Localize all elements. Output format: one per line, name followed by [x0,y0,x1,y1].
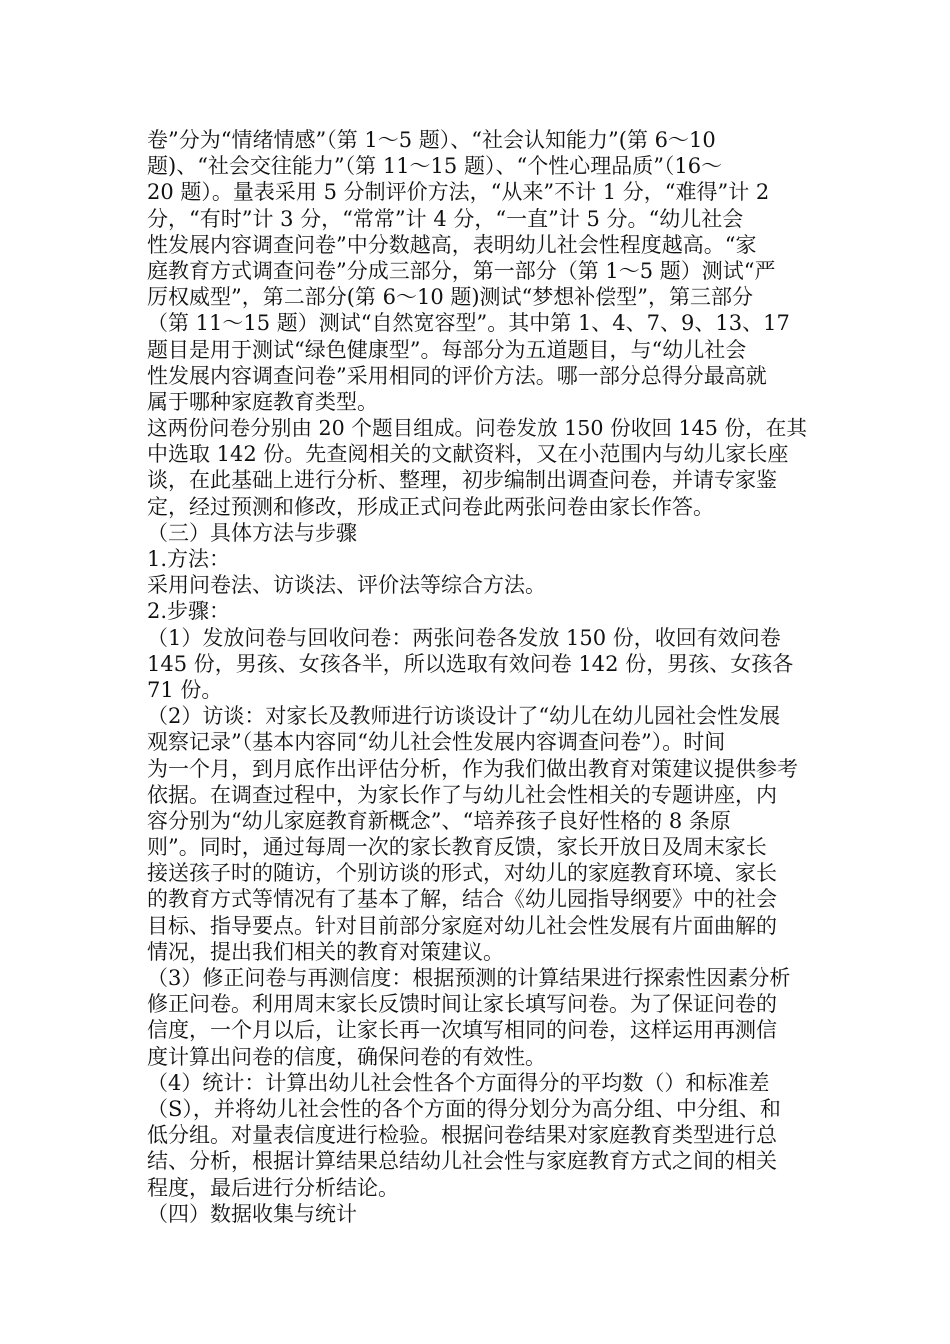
text-line: （2）访谈：对家长及教师进行访谈设计了“幼儿在幼儿园社会性发展 [147,704,781,729]
text-line: 厉权威型”，第二部分(第 6～10 题)测试“梦想补偿型”，第三部分 [147,285,754,310]
text-line: 庭教育方式调查问卷”分成三部分，第一部分（第 1～5 题）测试“严 [147,258,776,283]
text-line: 1.方法： [147,547,231,571]
text-line: 145 份，男孩、女孩各半，所以选取有效问卷 142 份，男孩、女孩各 [147,651,794,676]
text-line: （S），并将幼儿社会性的各个方面的得分划分为高分组、中分组、和 [147,1096,781,1121]
text-line: 观察记录”（基本内容同“幼儿社会性发展内容调查问卷”）。时间 [147,730,726,755]
text-line: 20 题）。量表采用 5 分制评价方法，“从来”不计 1 分，“难得”计 2 [147,180,770,205]
text-line: 中选取 142 份。先查阅相关的文献资料，又在小范围内与幼儿家长座 [147,442,789,467]
text-line: 为一个月，到月底作出评估分析，作为我们做出教育对策建议提供参考 [147,756,798,781]
text-line: 分，“有时”计 3 分，“常常”计 4 分，“一直”计 5 分。“幼儿社会 [147,206,744,231]
text-line: （第 11～15 题）测试“自然宽容型”。其中第 1、4、7、9、13、17 [147,311,790,336]
text-line: 则”。同时，通过每周一次的家长教育反馈，家长开放日及周末家长 [147,835,767,860]
text-line: 接送孩子时的随访，个别访谈的形式，对幼儿的家庭教育环境、家长 [147,861,777,886]
document-body [147,127,807,1227]
text-line: 度计算出问卷的信度，确保问卷的有效性。 [147,1044,546,1069]
text-line: 低分组。对量表信度进行检验。根据问卷结果对家庭教育类型进行总 [147,1123,777,1148]
text-line: 依据。在调查过程中，为家长作了与幼儿社会性相关的专题讲座，内 [147,782,777,807]
text-line: 谈，在此基础上进行分析、整理，初步编制出调查问卷，并请专家鉴 [147,468,777,493]
text-line: 程度，最后进行分析结论。 [147,1175,399,1200]
text-line: （3）修正问卷与再测信度：根据预测的计算结果进行探索性因素分析 [147,966,791,990]
text-line: 这两份问卷分别由 20 个题目组成。问卷发放 150 份收回 145 份，在其 [147,416,807,441]
text-line: 题目是用于测试“绿色健康型”。每部分为五道题目，与“幼儿社会 [147,337,747,362]
text-line: 71 份。 [147,677,223,702]
text-line: 采用问卷法、访谈法、评价法等综合方法。 [147,573,546,598]
text-line: 目标、指导要点。针对目前部分家庭对幼儿社会性发展有片面曲解的 [147,913,777,938]
text-line: 卷”分为“情绪情感”（第 1～5 题）、“社会认知能力”(第 6～10 [147,128,716,152]
text-line: （1）发放问卷与回收问卷：两张问卷各发放 150 份，收回有效问卷 [147,625,781,650]
section-heading: （四）数据收集与统计 [147,1201,357,1226]
text-line: 的教育方式等情况有了基本了解，结合《幼儿园指导纲要》中的社会 [147,887,777,912]
text-line: 性发展内容调查问卷”中分数越高，表明幼儿社会性程度越高。“家 [147,232,757,257]
text-line: 情况，提出我们相关的教育对策建议。 [147,939,504,964]
text-line: 2.步骤： [147,599,231,624]
text-line: 容分别为“幼儿家庭教育新概念”、“培养孩子良好性格的 8 条原 [147,808,731,833]
text-line: 信度，一个月以后，让家长再一次填写相同的问卷，这样运用再测信 [147,1018,777,1043]
text-line: 修正问卷。利用周末家长反馈时间让家长填写问卷。为了保证问卷的 [147,992,777,1017]
text-line: 题)、“社会交往能力”（第 11～15 题）、“个性心理品质”（16～ [147,154,723,179]
text-line: 定，经过预测和修改，形成正式问卷此两张问卷由家长作答。 [147,494,714,519]
text-line: （4）统计：计算出幼儿社会性各个方面得分的平均数（）和标准差 [147,1070,770,1095]
text-line: 结、分析，根据计算结果总结幼儿社会性与家庭教育方式之间的相关 [147,1149,777,1174]
section-heading: （三）具体方法与步骤 [147,520,357,545]
text-line: 性发展内容调查问卷”采用相同的评价方法。哪一部分总得分最高就 [147,363,767,388]
text-line: 属于哪种家庭教育类型。 [147,389,378,414]
